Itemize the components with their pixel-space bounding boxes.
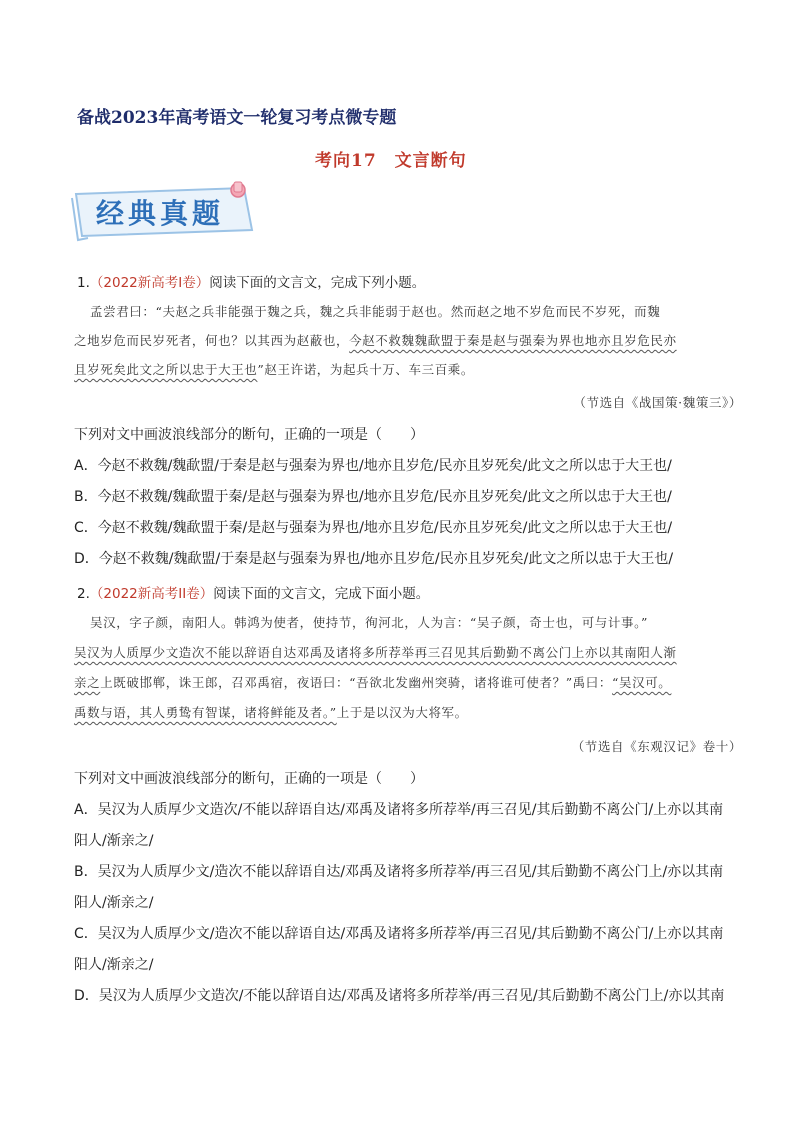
q1-passage-line-2 — [74, 331, 677, 349]
question-2-header — [77, 582, 429, 602]
q2-option-d[interactable]: D．吴汉为人质厚少文造次/不能以辞语自达/邓禹及诸将多所荐举/再三召见/其后勤勤不离公门上/亦以其南 — [74, 988, 725, 1004]
topic-name: 文言断句 — [394, 151, 467, 171]
question-2-instruction: 阅读下面的文言文，完成下面小题。 — [213, 586, 430, 602]
section-banner — [68, 180, 260, 242]
q2-passage-line-1: 吴汉，字子颜，南阳人。韩鸿为使者，使持节，徇河北，人为言：“吴子颜，奇士也，可与计事。” — [90, 615, 648, 630]
question-1-instruction: 阅读下面的文言文，完成下列小题。 — [209, 275, 426, 291]
document-title: 备战2023年高考语文一轮复习考点微专题 — [77, 108, 397, 128]
question-2-source: （2022新高考II卷） — [89, 586, 214, 602]
q2-passage-line-2 — [74, 643, 677, 661]
q2-passage-line-3-plain: 上既破邯郸，诛王郎，召邓禹宿，夜语曰：“吾欲北发幽州突骑，诸将谁可使者？”禹曰： — [100, 675, 612, 690]
q1-prompt: 下列对文中画波浪线部分的断句，正确的一项是（ ） — [74, 427, 424, 443]
q1-passage-line-2-plain: 之地岁危而民岁死者，何也？以其西为赵蔽也， — [74, 333, 350, 348]
q2-option-a-cont[interactable]: 阳人/渐亲之/ — [74, 833, 154, 849]
q1-option-b[interactable]: B．今赵不救魏/魏歃盟于秦/是赵与强秦为界也/地亦且岁危/民亦且岁死矣/此文之所以忠于大王也/ — [74, 489, 672, 505]
q1-option-d[interactable]: D．今赵不救魏/魏歃盟/于秦是赵与强秦为界也/地亦且岁危/民亦且岁死矣/此文之所以忠于大王也/ — [74, 551, 674, 567]
q2-passage-line-3 — [74, 673, 671, 691]
question-1-header — [77, 271, 425, 291]
q1-passage-line-3-plain: ”赵王许诺，为起兵十万、车三百乘。 — [257, 362, 474, 377]
q2-passage-line-4-plain: 上于是以汉为大将军。 — [336, 705, 468, 720]
q2-option-a[interactable]: A．吴汉为人质厚少文造次/不能以辞语自达/邓禹及诸将多所荐举/再三召见/其后勤勤不离公门/上亦以其南 — [74, 802, 724, 818]
q2-passage-line-4 — [74, 703, 468, 721]
q2-passage-line-3-wavy-end: “吴汉可。 — [612, 675, 672, 690]
topic-number: 考向17 — [315, 151, 377, 171]
q2-passage-line-2-wavy: 吴汉为人质厚少文造次不能以辞语自达邓禹及诸将多所荐举再三召见其后勤勤不离公门上亦以其南阳人渐 — [74, 645, 677, 660]
q2-passage-line-3-wavy: 亲之 — [74, 675, 101, 690]
q1-passage-line-1: 孟尝君曰：“夫赵之兵非能强于魏之兵，魏之兵非能弱于赵也。然而赵之地不岁危而民不岁死，而魏 — [90, 304, 661, 319]
q2-prompt: 下列对文中画波浪线部分的断句，正确的一项是（ ） — [74, 771, 424, 787]
q1-option-a[interactable]: A．今赵不救魏/魏歃盟/于秦是赵与强秦为界也/地亦且岁危/民亦且岁死矣/此文之所以忠于大王也/ — [74, 458, 672, 474]
q1-option-c[interactable]: C．今赵不救魏/魏歃盟于秦/是赵与强秦为界也/地亦且岁危/民亦且岁死矣/此文之所以忠于大王也/ — [74, 520, 673, 536]
q2-option-b-cont[interactable]: 阳人/渐亲之/ — [74, 895, 154, 911]
q2-source-citation: （节选自《东观汉记》卷十） — [571, 739, 742, 754]
q2-option-c-cont[interactable]: 阳人/渐亲之/ — [74, 957, 154, 973]
q1-passage-line-3-wavy: 且岁死矣此文之所以忠于大王也 — [74, 362, 258, 377]
q2-option-b[interactable]: B．吴汉为人质厚少文/造次不能以辞语自达/邓禹及诸将多所荐举/再三召见/其后勤勤不离公门上/亦以其南 — [74, 864, 724, 880]
q1-passage-line-2-wavy: 今赵不救魏魏歃盟于秦是赵与强秦为界也地亦且岁危民亦 — [349, 333, 677, 348]
q1-passage-line-3 — [74, 360, 474, 378]
q2-passage-line-4-wavy: 禹数与语，其人勇鸷有智谋，诸将鲜能及者。” — [74, 705, 337, 720]
question-2-number: 2. — [77, 586, 90, 602]
topic-subtitle — [315, 146, 467, 171]
q2-option-c[interactable]: C．吴汉为人质厚少文/造次不能以辞语自达/邓禹及诸将多所荐举/再三召见/其后勤勤不离公门/上亦以其南 — [74, 926, 724, 942]
question-1-number: 1. — [77, 275, 90, 291]
banner-label: 经典真题 — [96, 197, 225, 230]
question-1-source: （2022新高考I卷） — [89, 275, 210, 291]
q1-source-citation: （节选自《战国策·魏策三》） — [573, 395, 742, 410]
